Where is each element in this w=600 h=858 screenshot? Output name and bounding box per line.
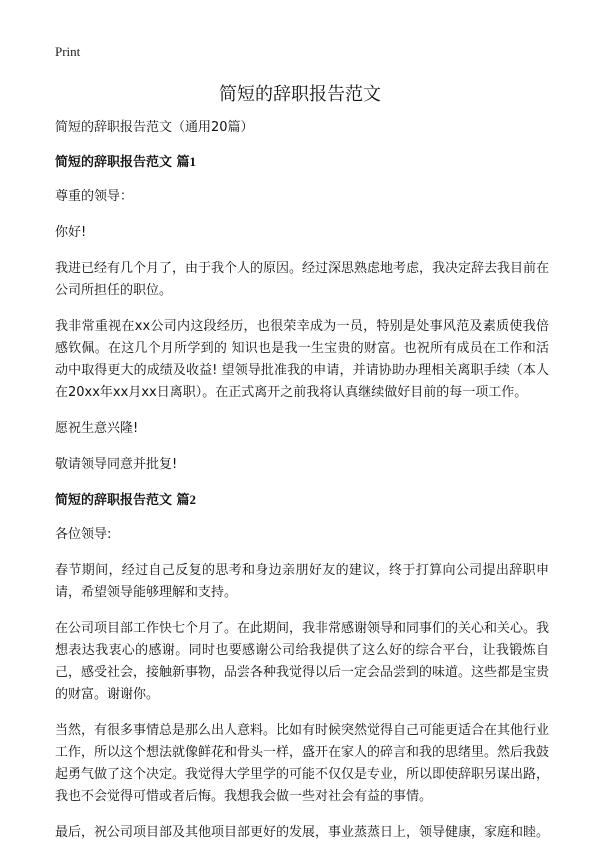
- closing-wish: 愿祝生意兴隆!: [55, 421, 139, 436]
- greeting: 你好!: [55, 225, 87, 240]
- print-link[interactable]: Print: [55, 44, 81, 59]
- paragraph: 我进已经有几个月了，由于我个人的原因。经过深思熟虑地考虑，我决定辞去我目前在公司所担任的职位。: [55, 261, 550, 298]
- section-heading-text: 简短的辞职报告范文 篇: [55, 155, 190, 170]
- salutation: 尊重的领导：: [55, 189, 134, 204]
- paragraph: 我非常重视在xx公司内这段经历，也很荣幸成为一员，特别是处事风范及素质使我倍感钦佩。在这几个月所学到的 知识也是我一生宝贵的财富。也祝所有成员在工作和活动中取得更大的成绩及收益! 望领导批准我的申请，并请协助办理相关离职手续（本人在20xx年xx月xx日离职）。在正式离开之前我将认真继续做好目前的每一项工作。: [55, 319, 549, 400]
- section-heading: [55, 152, 549, 173]
- paragraph: 在公司项目部工作快七个月了。在此期间，我非常感谢领导和同事们的关心和关心。我想表达我衷心的感谢。同时也要感谢公司给我提供了这么好的综合平台，让我锻炼自己，感受社会，接触新事物，品尝各种我觉得以后一定会品尝到的味道。这些都是宝贵的财富。谢谢你。: [55, 621, 550, 702]
- paragraph: 春节期间，经过自己反复的思考和身边亲朋好友的建议，终于打算向公司提出辞职申请，希望领导能够理解和支持。: [55, 563, 549, 600]
- section-1: [55, 152, 549, 476]
- paragraph: 当然，有很多事情总是那么出人意料。比如有时候突然觉得自己可能更适合在其他行业工作，所以这个想法就像鲜花和骨头一样，盛开在家人的碎言和我的思绪里。然后我鼓起勇气做了这个决定。我觉得大学里学的可能不仅仅是专业，所以即使辞职另谋出路，我也不会觉得可惜或者后悔。我想我会做一些对社会有益的事情。: [55, 723, 550, 804]
- section-2: [55, 490, 549, 844]
- paragraph: 最后，祝公司项目部及其他项目部更好的发展，事业蒸蒸日上，领导健康，家庭和睦。: [55, 825, 550, 840]
- section-heading: [55, 490, 549, 511]
- page-title: 简短的辞职报告范文: [219, 84, 381, 105]
- section-heading-number: 1: [189, 154, 197, 169]
- salutation: 各位领导:: [55, 527, 112, 542]
- document-body: [55, 118, 549, 858]
- closing-request: 敬请领导同意并批复!: [55, 457, 178, 472]
- section-heading-number: 2: [189, 492, 197, 507]
- document-subtitle: 简短的辞职报告范文（通用20篇）: [55, 120, 254, 135]
- section-heading-text: 简短的辞职报告范文 篇: [55, 493, 190, 508]
